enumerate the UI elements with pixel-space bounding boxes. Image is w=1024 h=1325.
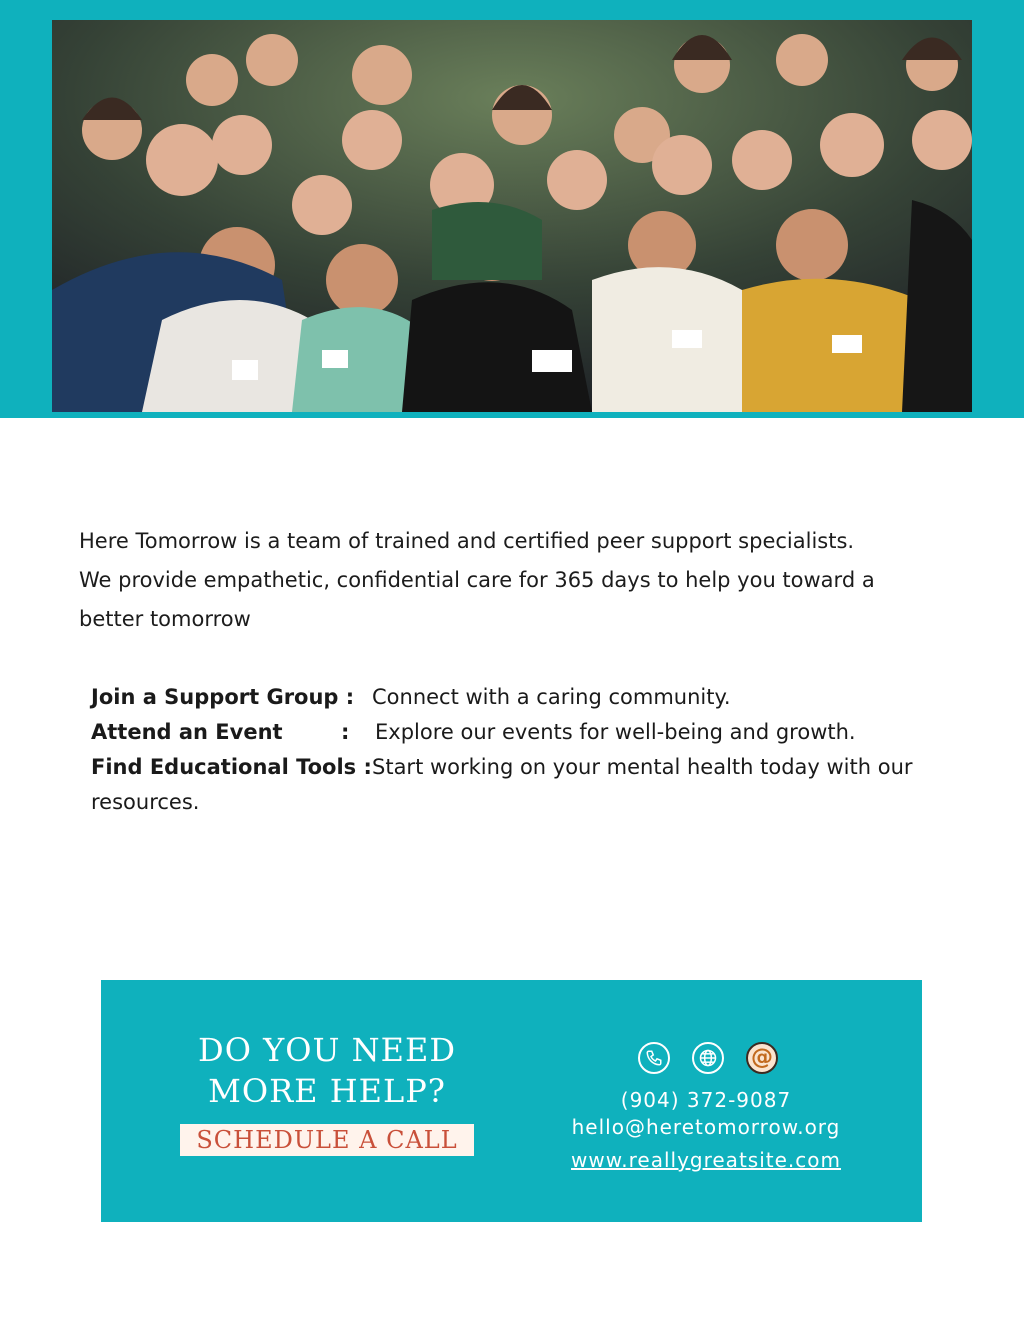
help-heading <box>187 1030 467 1112</box>
globe-icon[interactable] <box>692 1042 724 1074</box>
service-description: Connect with a caring community. <box>372 685 731 709</box>
help-heading-line: DO YOU NEED <box>198 1031 456 1069</box>
service-educational-tools <box>91 750 951 814</box>
intro-line: We provide empathetic, confidential care for 365 days to help you toward a <box>79 568 875 592</box>
service-label: Join a Support Group : <box>91 685 355 709</box>
service-colon: : <box>341 720 350 744</box>
services-list <box>91 680 951 814</box>
schedule-call-button[interactable]: SCHEDULE A CALL <box>180 1124 474 1156</box>
service-label: Attend an Event <box>91 720 283 744</box>
intro-line: Here Tomorrow is a team of trained and certified peer support specialists. <box>79 529 855 553</box>
team-photo <box>52 20 972 412</box>
help-callout <box>101 980 922 1222</box>
service-description-continued: resources. <box>91 790 200 814</box>
service-label: Find Educational Tools : <box>91 755 372 779</box>
phone-icon[interactable] <box>638 1042 670 1074</box>
at-sign-icon[interactable]: @ <box>746 1042 778 1074</box>
intro-line: better tomorrow <box>79 607 251 631</box>
contact-icons <box>636 1042 776 1076</box>
service-event <box>91 715 951 750</box>
team-photo-illustration <box>52 20 972 412</box>
intro-paragraph <box>79 522 939 639</box>
service-description: Explore our events for well-being and growth. <box>375 720 856 744</box>
service-description: Start working on your mental health today with our <box>372 755 913 779</box>
contact-phone[interactable]: (904) 372-9087 <box>620 1088 792 1112</box>
service-support-group <box>91 680 951 715</box>
help-heading-line: MORE HELP? <box>208 1072 446 1110</box>
contact-website-link[interactable]: www.reallygreatsite.com <box>571 1148 841 1172</box>
contact-email[interactable]: hello@heretomorrow.org <box>571 1115 841 1139</box>
